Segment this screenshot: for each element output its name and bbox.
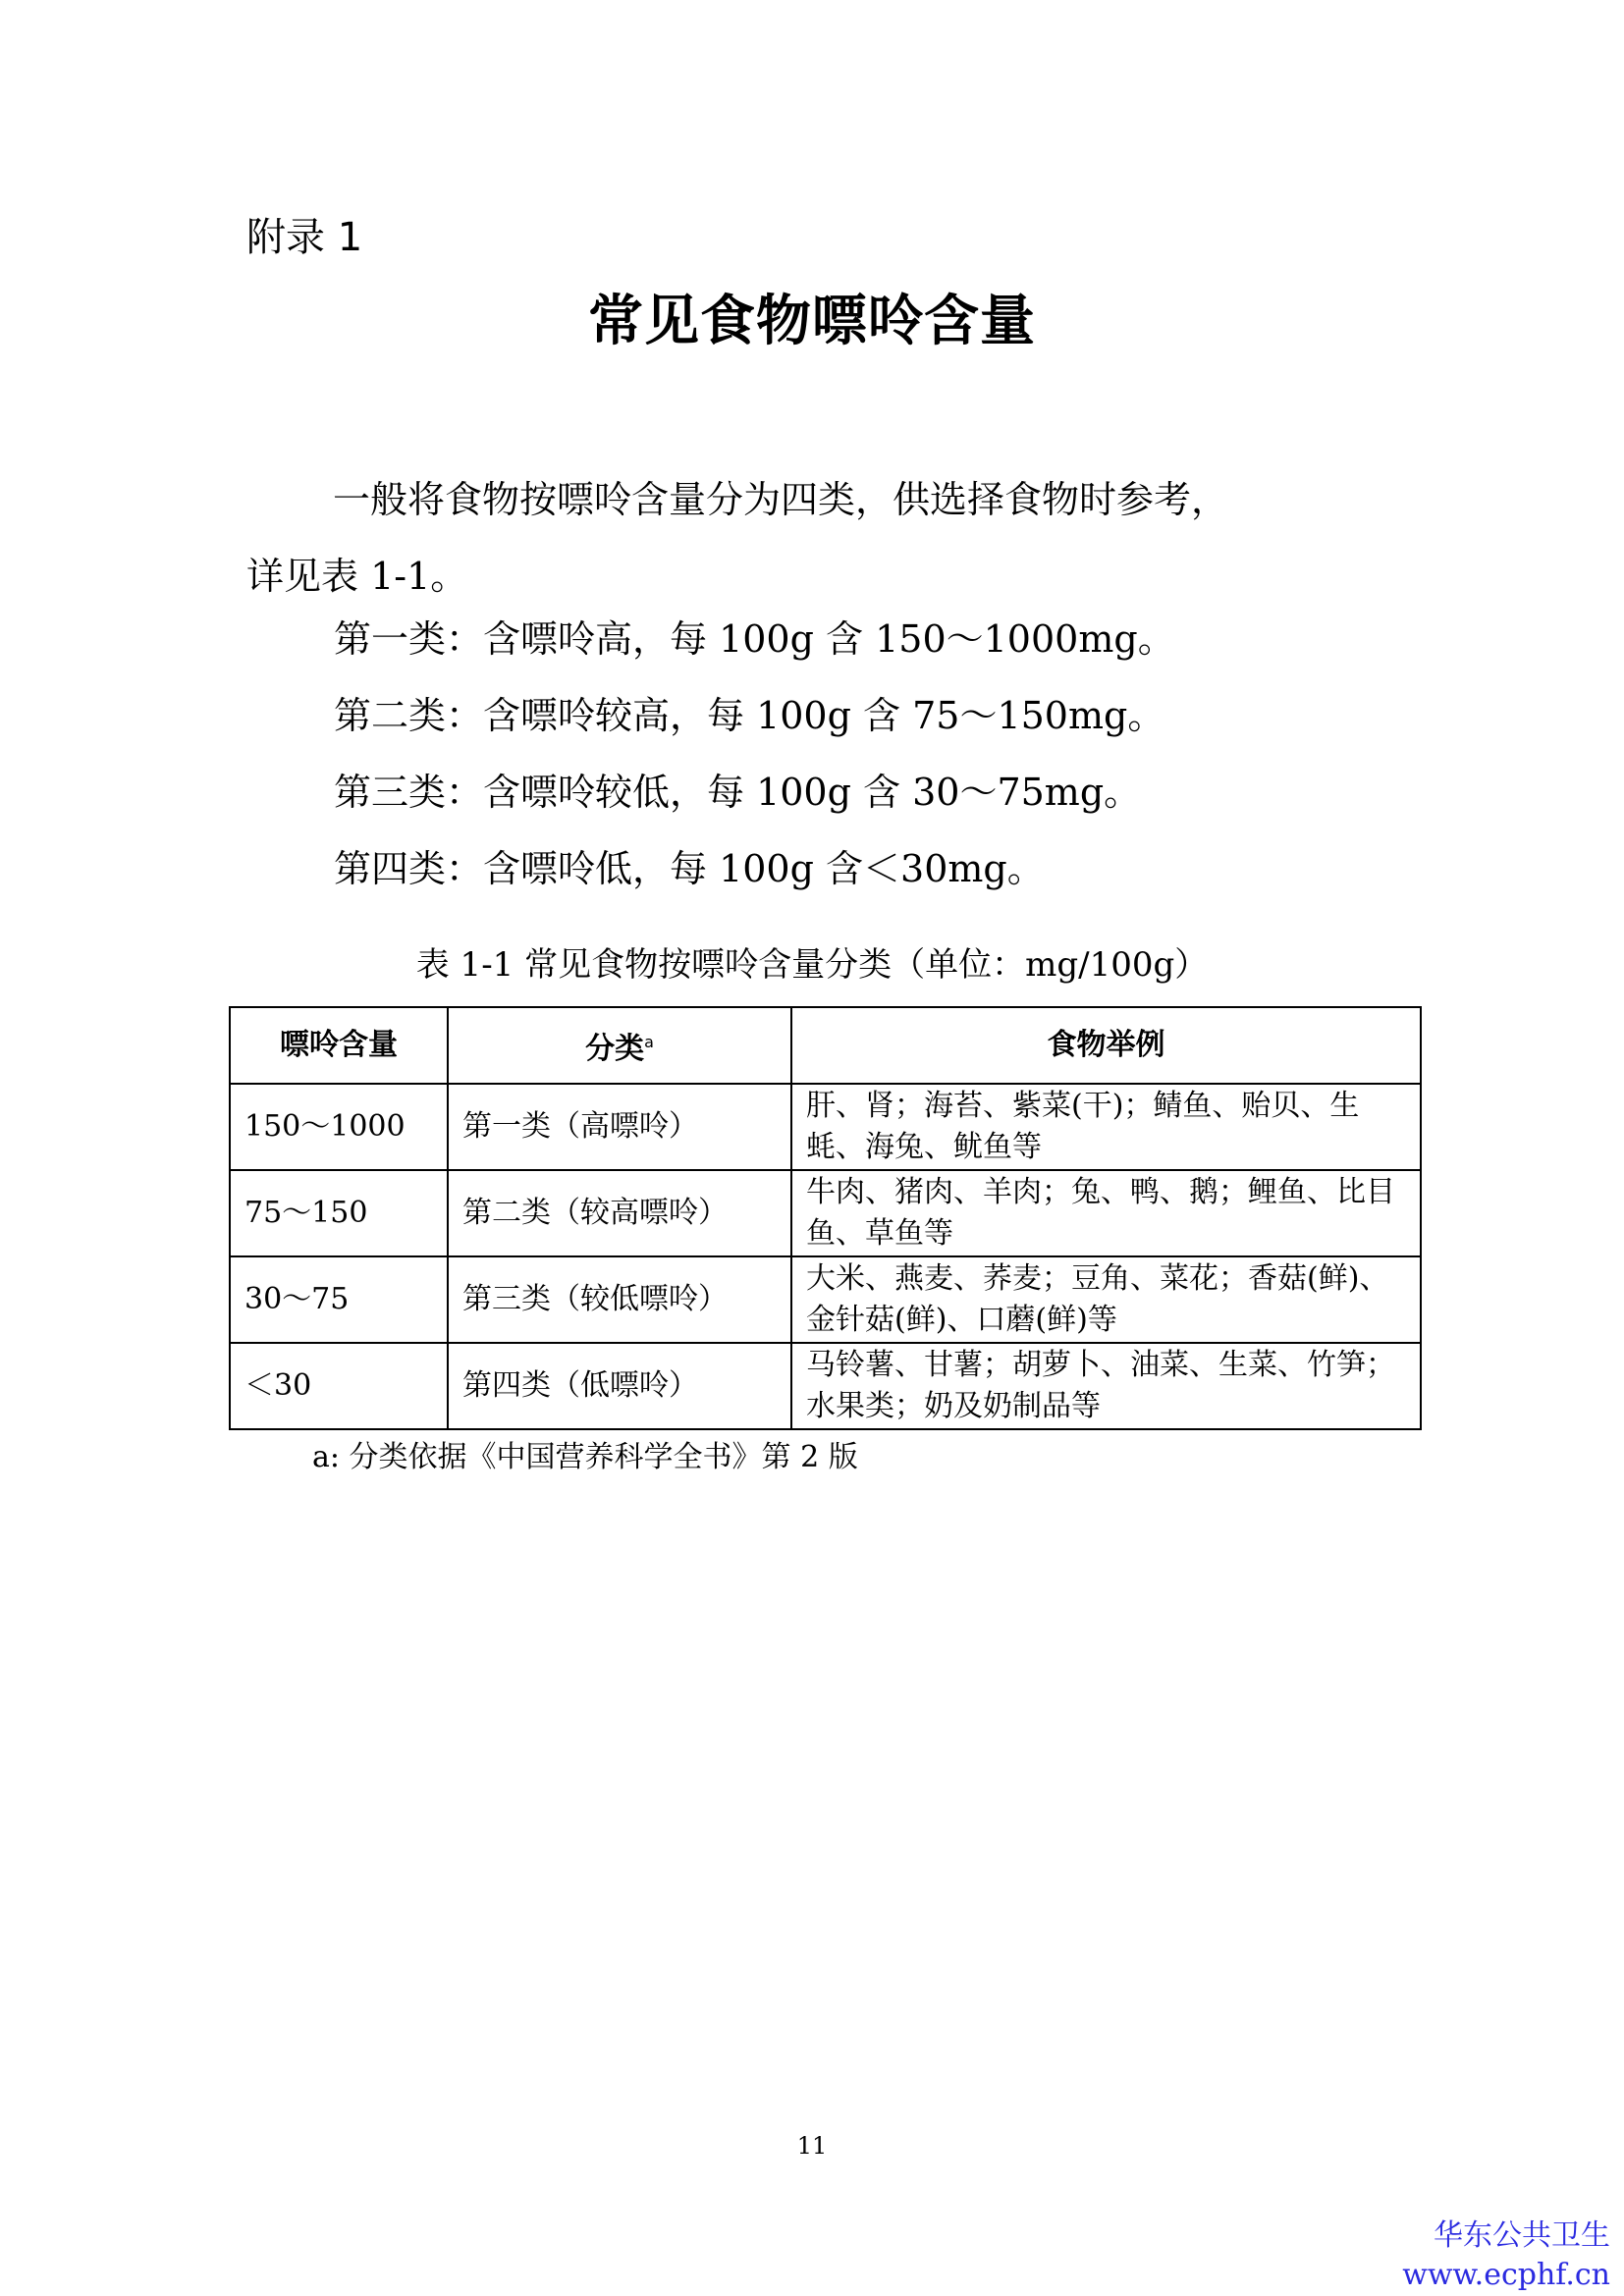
header-classification-label: 分类 (585, 1031, 645, 1066)
cell-classification: 第四类（低嘌呤） (448, 1343, 791, 1429)
watermark (1402, 2216, 1610, 2295)
page-number: 11 (796, 2132, 828, 2160)
purine-table (229, 1006, 1422, 1430)
table-row (230, 1084, 1421, 1170)
cell-examples: 牛肉、猪肉、羊肉；兔、鸭、鹅；鲤鱼、比目鱼、草鱼等 (791, 1170, 1421, 1256)
category-line-1: 第一类：含嘌呤高，每 100g 含 150～1000mg。 (334, 617, 1175, 661)
table-row (230, 1343, 1421, 1429)
appendix-label: 附录 1 (246, 215, 363, 260)
header-content: 嘌呤含量 (230, 1007, 448, 1084)
watermark-line-2: www.ecphf.cn (1402, 2258, 1610, 2292)
cell-classification: 第二类（较高嘌呤） (448, 1170, 791, 1256)
intro-line-2: 详见表 1-1。 (246, 555, 468, 598)
table-caption: 表 1-1 常见食物按嘌呤含量分类（单位：mg/100g） (415, 945, 1209, 985)
cell-content: 150～1000 (230, 1084, 448, 1170)
cell-examples: 肝、肾；海苔、紫菜(干)；鲭鱼、贻贝、生蚝、海兔、鱿鱼等 (791, 1084, 1421, 1170)
table-footnote: a: 分类依据《中国营养科学全书》第 2 版 (312, 1440, 858, 1474)
cell-content: 30～75 (230, 1256, 448, 1343)
cell-examples: 大米、燕麦、荞麦；豆角、菜花；香菇(鲜)、金针菇(鲜)、口蘑(鲜)等 (791, 1256, 1421, 1343)
cell-content: ＜30 (230, 1343, 448, 1429)
category-line-3: 第三类：含嘌呤较低，每 100g 含 30～75mg。 (334, 771, 1142, 814)
intro-paragraph (246, 461, 1376, 614)
header-examples: 食物举例 (791, 1007, 1421, 1084)
table-row (230, 1256, 1421, 1343)
cell-classification: 第三类（较低嘌呤） (448, 1256, 791, 1343)
table-header-row (230, 1007, 1421, 1084)
intro-line-1: 一般将食物按嘌呤含量分为四类，供选择食物时参考， (333, 478, 1229, 521)
page-title: 常见食物嘌呤含量 (588, 290, 1036, 353)
category-line-2: 第二类：含嘌呤较高，每 100g 含 75～150mg。 (334, 694, 1165, 737)
cell-classification: 第一类（高嘌呤） (448, 1084, 791, 1170)
category-line-4: 第四类：含嘌呤低，每 100g 含＜30mg。 (334, 847, 1045, 890)
watermark-line-1: 华东公共卫生 (1434, 2218, 1610, 2253)
footnote-mark: a (644, 1032, 654, 1051)
table-row (230, 1170, 1421, 1256)
cell-examples: 马铃薯、甘薯；胡萝卜、油菜、生菜、竹笋；水果类；奶及奶制品等 (791, 1343, 1421, 1429)
cell-content: 75～150 (230, 1170, 448, 1256)
header-classification (448, 1007, 791, 1084)
